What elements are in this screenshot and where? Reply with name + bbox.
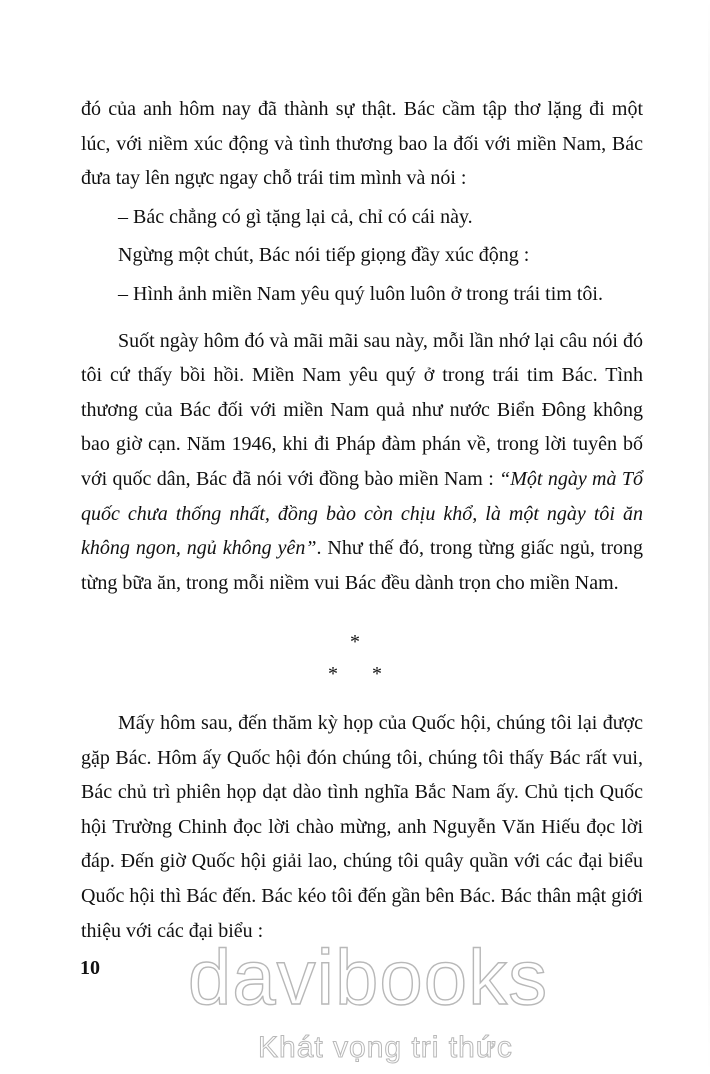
paragraph-5-quote: “Một ngày mà Tổ quốc chưa thống nhất, đồng bào còn chịu khổ, là một ngày tôi ăn không ngon, ngủ không yên” [81, 467, 643, 560]
paragraph-6: Mấy hôm sau, đến thăm kỳ họp của Quốc hội, chúng tôi lại được gặp Bác. Hôm ấy Quốc hội đón chúng tôi, chúng tôi thấy Bác rất vui, Bác chủ trì phiên họp dạt dào tình nghĩa Bắc Nam ấy. Chủ tịch Quốc hội Trường Chinh đọc lời chào mừng, anh Nguyễn Văn Hiếu đọc lời đáp. Đến giờ Quốc hội giải lao, chúng tôi quây quần với các đại biểu Quốc hội thì Bác đến. Bác kéo tôi đến gần bên Bác. Bác thân mật giới thiệu với các đại biểu : [81, 712, 643, 942]
paragraph-5-text-after: . Như thế đó, trong từng giấc ngủ, trong từng bữa ăn, trong mỗi niềm vui Bác đều dành trọn cho miền Nam. [81, 537, 643, 594]
separator-star-left: * [328, 663, 338, 685]
paragraph-4: – Hình ảnh miền Nam yêu quý luôn luôn ở trong trái tim tôi. [118, 282, 603, 305]
paragraph-1: đó của anh hôm nay đã thành sự thật. Bác cầm tập thơ lặng đi một lúc, với niềm xúc động và tình thương bao la đối với miền Nam, Bác đưa tay lên ngực ngay chỗ trái tim mình và nói : [81, 98, 643, 190]
paragraph-5 [81, 324, 643, 601]
watermark-logo: davibooks [187, 933, 549, 1021]
watermark-tagline: Khát vọng tri thức [258, 1031, 513, 1064]
page-number: 10 [80, 957, 100, 979]
section-separator [0, 632, 710, 684]
paragraph-5-text-before: Suốt ngày hôm đó và mãi mãi sau này, mỗi lần nhớ lại câu nói đó tôi cứ thấy bồi hồi. Miền Nam yêu quý ở trong trái tim Bác. Tình thương của Bác đối với miền Nam quả như nước Biển Đông không bao giờ cạn. Năm 1946, khi đi Pháp đàm phán về, trong lời tuyên bố với quốc dân, Bác đã nói với đồng bào miền Nam : [81, 329, 643, 490]
separator-star-top: * [350, 631, 360, 653]
body-text-2 [81, 706, 643, 948]
body-text [81, 92, 643, 600]
paragraph-2: – Bác chẳng có gì tặng lại cả, chỉ có cái này. [118, 205, 473, 228]
separator-star-right: * [372, 663, 382, 685]
paragraph-3: Ngừng một chút, Bác nói tiếp giọng đầy xúc động : [118, 244, 530, 267]
